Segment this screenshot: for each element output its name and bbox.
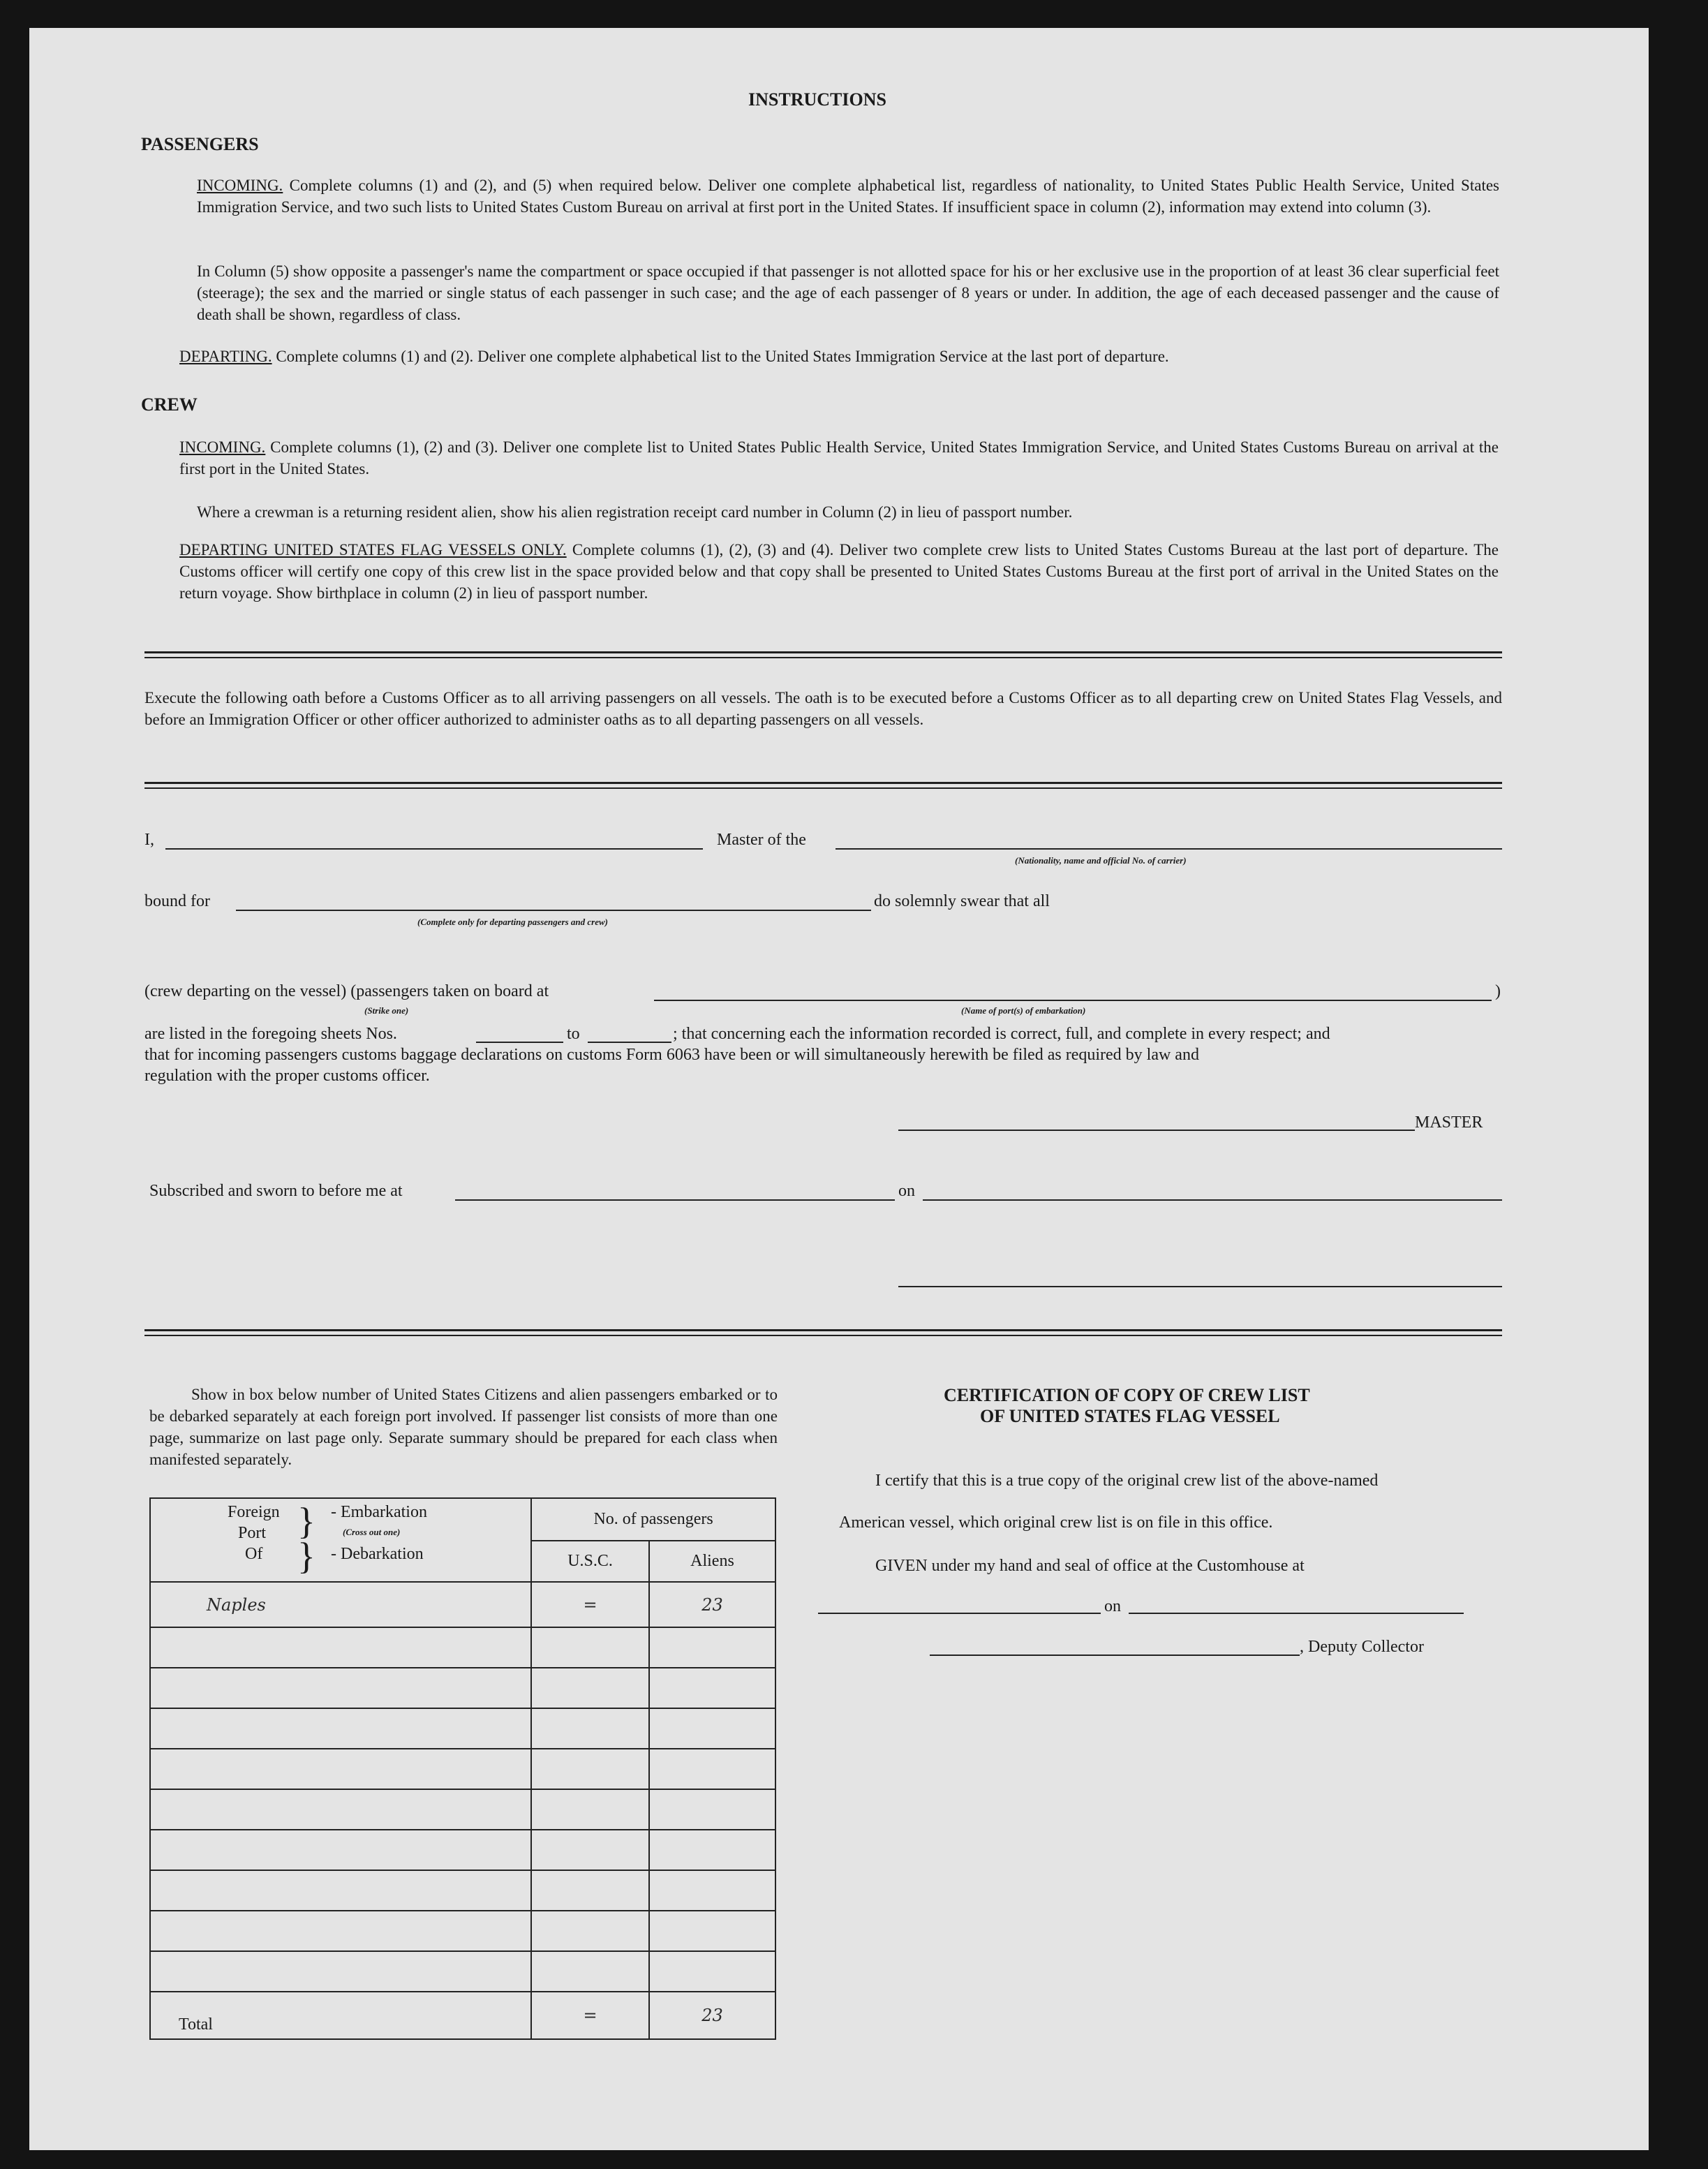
nationality-caption: (Nationality, name and official No. of carrier) [1015, 855, 1187, 866]
master-of-label: Master of the [717, 831, 806, 849]
oath-intro-paragraph: Execute the following oath before a Customs Officer as to all arriving passengers on all vessels. The oath is to be executed before a Customs Officer as to all departing crew on United States Flag Vessels, and before an Immigration Officer or other officer authorized to administer oaths as to all departing passengers on all vessels. [144, 689, 1502, 728]
passenger-summary-table [149, 1497, 776, 2040]
port-cell[interactable]: Naples [150, 1582, 531, 1627]
usc-cell[interactable] [531, 1627, 649, 1668]
certification-title-1: CERTIFICATION OF COPY OF CREW LIST [944, 1385, 1310, 1405]
complete-caption: (Complete only for departing passengers and crew) [417, 917, 608, 927]
brace-icon: } [297, 1500, 315, 1542]
master-name-field[interactable] [165, 848, 703, 850]
header-foreign: Foreign [228, 1503, 280, 1521]
listed-to: to [567, 1025, 580, 1043]
usc-cell[interactable] [531, 1749, 649, 1789]
summary-instructions: Show in box below number of United States Citizens and alien passengers embarked or to be debarked separately at each foreign port involved. If passenger list consists of more than one page, summarize on last page only. Separate summary should be prepared for each class when manifested separately. [149, 1386, 778, 1468]
certification-place-field[interactable] [818, 1613, 1101, 1614]
swear-text: do solemnly swear that all [874, 892, 1050, 910]
listed-text-4: regulation with the proper customs officer. [144, 1067, 430, 1085]
divider-line [144, 1335, 1502, 1336]
usc-cell[interactable] [531, 1951, 649, 1992]
crew-heading: CREW [141, 394, 198, 415]
listed-text-2: ; that concerning each the information recorded is correct, full, and complete in every respect; and [673, 1025, 1330, 1043]
port-cell[interactable] [150, 1951, 531, 1992]
passengers-incoming-text: Complete columns (1) and (2), and (5) when required below. Deliver one complete alphabetical list, regardless of nationality, to United States Public Health Service, United States Immigration Service, and two such lists to United States Custom Bureau on arrival at first port in the United States. If insufficient space in column (2), information may extend into column (3). [197, 177, 1499, 216]
usc-cell[interactable] [531, 1870, 649, 1911]
usc-cell[interactable] [531, 1668, 649, 1708]
aliens-cell[interactable] [649, 1830, 775, 1870]
aliens-cell[interactable] [649, 1789, 775, 1830]
port-cell[interactable] [150, 1708, 531, 1749]
table-row [150, 1789, 775, 1830]
port-cell[interactable] [150, 1830, 531, 1870]
brace-icon: } [297, 1535, 315, 1577]
aliens-cell[interactable] [649, 1668, 775, 1708]
listed-text-1: are listed in the foregoing sheets Nos. [144, 1025, 397, 1043]
total-usc-cell[interactable]: = [531, 1992, 649, 2039]
port-caption: (Name of port(s) of embarkation) [961, 1005, 1086, 1016]
divider-line [144, 782, 1502, 784]
bound-for-label: bound for [144, 892, 210, 910]
aliens-cell[interactable]: 23 [649, 1582, 775, 1627]
officer-signature-field[interactable] [898, 1286, 1502, 1287]
header-embarkation: - Embarkation [331, 1503, 427, 1521]
table-row [150, 1582, 775, 1627]
port-cell[interactable] [150, 1627, 531, 1668]
header-passengers: No. of passengers [531, 1498, 775, 1541]
crew-incoming-paragraph [179, 436, 1499, 480]
divider-line [144, 787, 1502, 789]
header-debarkation: - Debarkation [331, 1545, 424, 1563]
page-title: INSTRUCTIONS [748, 89, 886, 110]
certification-text-2: American vessel, which original crew list is on file in this office. [839, 1513, 1273, 1532]
crew-departing-paragraph [179, 539, 1499, 604]
certification-on-label: on [1104, 1597, 1121, 1615]
crew-departing-passengers-text: (crew departing on the vessel) (passengers taken on board at [144, 982, 549, 1000]
passengers-incoming-paragraph [197, 175, 1499, 218]
port-cell[interactable] [150, 1668, 531, 1708]
usc-cell[interactable] [531, 1789, 649, 1830]
aliens-cell[interactable] [649, 1627, 775, 1668]
table-row [150, 1911, 775, 1951]
passengers-departing-label: DEPARTING. [179, 348, 272, 365]
divider-line [144, 651, 1502, 653]
header-cross: (Cross out one) [343, 1527, 401, 1537]
divider-line [144, 1329, 1502, 1331]
aliens-cell[interactable] [649, 1870, 775, 1911]
listed-text-3: that for incoming passengers customs baggage declarations on customs Form 6063 have been or will simultaneously herewith be filed as required by law and [144, 1046, 1199, 1064]
master-signature-field[interactable] [898, 1130, 1415, 1131]
certification-title-2: OF UNITED STATES FLAG VESSEL [980, 1406, 1280, 1426]
strike-caption: (Strike one) [364, 1005, 409, 1016]
crew-incoming-text: Complete columns (1), (2) and (3). Deliver one complete list to United States Public Health Service, United States Immigration Service, and United States Customs Bureau on arrival at the first port in the United States. [179, 438, 1499, 478]
sheet-from-field[interactable] [476, 1042, 563, 1043]
header-aliens: Aliens [649, 1541, 775, 1582]
usc-cell[interactable]: = [531, 1582, 649, 1627]
header-usc: U.S.C. [531, 1541, 649, 1582]
table-row [150, 1627, 775, 1668]
crew-departing-label: DEPARTING UNITED STATES FLAG VESSELS ONLY. [179, 541, 567, 558]
oath-i-label: I, [144, 831, 154, 849]
subscribed-label: Subscribed and sworn to before me at [149, 1182, 403, 1200]
total-aliens-cell[interactable]: 23 [649, 1992, 775, 2039]
embarkation-port-field[interactable] [654, 1000, 1492, 1001]
master-label: MASTER [1415, 1113, 1483, 1132]
usc-cell[interactable] [531, 1708, 649, 1749]
port-cell[interactable] [150, 1870, 531, 1911]
port-cell[interactable] [150, 1749, 531, 1789]
passengers-departing-paragraph [179, 346, 1499, 367]
aliens-cell[interactable] [649, 1951, 775, 1992]
aliens-cell[interactable] [649, 1749, 775, 1789]
aliens-cell[interactable] [649, 1911, 775, 1951]
divider-line [144, 657, 1502, 658]
certification-text-3: GIVEN under my hand and seal of office at the Customhouse at [875, 1557, 1305, 1575]
table-row [150, 1668, 775, 1708]
table-row [150, 1749, 775, 1789]
certification-date-field[interactable] [1129, 1613, 1464, 1614]
total-row [150, 1992, 775, 2039]
crew-resident-paragraph: Where a crewman is a returning resident alien, show his alien registration receipt card number in Column (2) in lieu of passport number. [197, 503, 1073, 521]
subscribed-on-label: on [898, 1182, 915, 1200]
header-of: Of [245, 1545, 263, 1563]
subscribed-date-field[interactable] [923, 1199, 1502, 1201]
passengers-column5-paragraph: In Column (5) show opposite a passenger's name the compartment or space occupied if that passenger is not allotted space for his or her exclusive use in the proportion of at least 36 clear superficial feet (steerage); the sex and the married or single status of each passenger in such case; and the age of each passenger of 8 years or under. In addition, the age of each deceased passenger and the cause of death shall be shown, regardless of class. [197, 262, 1499, 323]
certification-text-1: I certify that this is a true copy of the original crew list of the above-named [875, 1472, 1379, 1490]
total-label: Total [150, 1992, 531, 2039]
aliens-cell[interactable] [649, 1708, 775, 1749]
bound-for-field[interactable] [236, 910, 871, 911]
crew-departing-text: Complete columns (1), (2), (3) and (4). Deliver two complete crew lists to United States Customs Bureau at the last port of departure. The Customs officer will certify one copy of this crew list in the space provided below and that copy shall be presented to United States Customs Bureau at the first port of arrival in the United States on the return voyage. Show birthplace in column (2) in lieu of passport number. [179, 541, 1499, 602]
carrier-field[interactable] [836, 848, 1502, 850]
crew-incoming-label: INCOMING. [179, 438, 266, 456]
table-row [150, 1951, 775, 1992]
port-cell[interactable] [150, 1911, 531, 1951]
table-row [150, 1830, 775, 1870]
table-row [150, 1708, 775, 1749]
deputy-signature-field[interactable] [930, 1654, 1300, 1656]
subscribed-place-field[interactable] [455, 1199, 895, 1201]
passengers-departing-text: Complete columns (1) and (2). Deliver one complete alphabetical list to the United States Immigration Service at the last port of departure. [276, 348, 1169, 365]
sheet-to-field[interactable] [588, 1042, 671, 1043]
close-paren: ) [1495, 982, 1501, 1000]
passengers-heading: PASSENGERS [141, 134, 259, 154]
usc-cell[interactable] [531, 1830, 649, 1870]
table-row [150, 1870, 775, 1911]
port-cell[interactable] [150, 1789, 531, 1830]
usc-cell[interactable] [531, 1911, 649, 1951]
header-port: Port [238, 1524, 267, 1542]
document-page [29, 28, 1649, 2150]
passengers-incoming-label: INCOMING. [197, 177, 283, 194]
deputy-collector-label: , Deputy Collector [1300, 1638, 1424, 1656]
